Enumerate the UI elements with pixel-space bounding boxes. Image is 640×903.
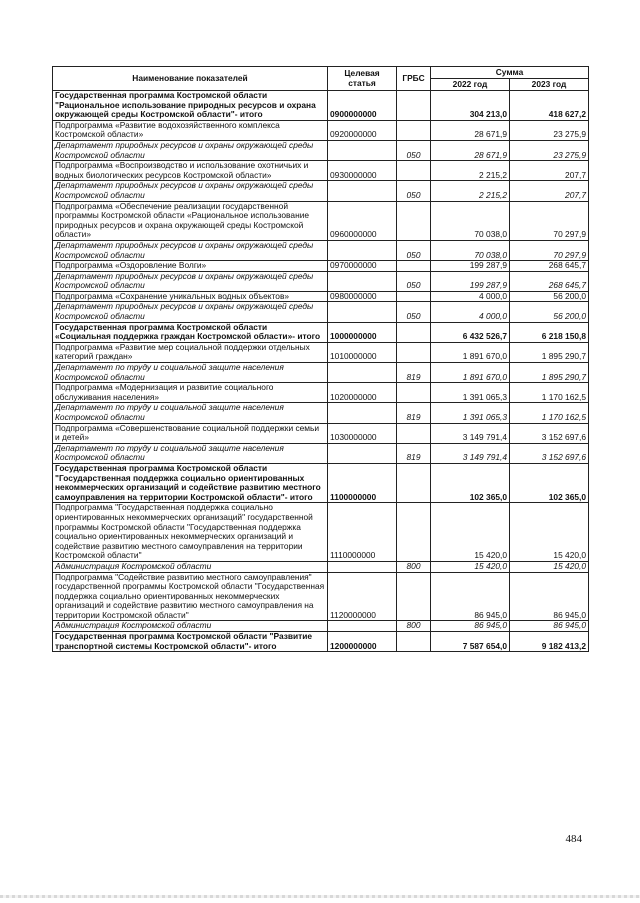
table-row — [53, 363, 589, 383]
row-grbs: 050 — [397, 240, 431, 260]
table-row — [53, 342, 589, 362]
header-year-2023: 2023 год — [510, 79, 589, 91]
row-name: Государственная программа Костромской области "Рациональное использование природных ресурсов и охрана окружающей среды Костромской области"- итого — [53, 91, 328, 121]
row-grbs — [397, 632, 431, 652]
row-grbs — [397, 161, 431, 181]
row-sum-2023: 15 420,0 — [510, 561, 589, 572]
row-sum-2023: 268 645,7 — [510, 261, 589, 272]
row-grbs: 800 — [397, 561, 431, 572]
row-grbs: 819 — [397, 363, 431, 383]
row-target-article — [328, 621, 397, 632]
row-sum-2023: 207,7 — [510, 181, 589, 201]
row-name: Подпрограмма «Обеспечение реализации государственной программы Костромской области «Рациональное использование природных ресурсов и охрана окружающей среды Костромской области» — [53, 201, 328, 240]
row-grbs: 819 — [397, 443, 431, 463]
row-grbs: 050 — [397, 302, 431, 322]
row-grbs: 800 — [397, 621, 431, 632]
row-target-article: 0980000000 — [328, 291, 397, 302]
row-target-article: 1100000000 — [328, 463, 397, 502]
row-target-article — [328, 271, 397, 291]
row-sum-2023: 3 152 697,6 — [510, 443, 589, 463]
scan-edge — [0, 895, 640, 898]
table-row — [53, 291, 589, 302]
row-sum-2023: 3 152 697,6 — [510, 423, 589, 443]
row-name: Государственная программа Костромской области "Развитие транспортной системы Костромской области"- итого — [53, 632, 328, 652]
row-grbs — [397, 261, 431, 272]
table-row — [53, 423, 589, 443]
row-sum-2022: 199 287,9 — [431, 261, 510, 272]
row-name: Департамент по труду и социальной защите населения Костромской области — [53, 363, 328, 383]
row-target-article: 1030000000 — [328, 423, 397, 443]
row-grbs — [397, 342, 431, 362]
row-sum-2023: 102 365,0 — [510, 463, 589, 502]
row-grbs — [397, 572, 431, 621]
row-target-article: 1020000000 — [328, 383, 397, 403]
row-target-article: 1120000000 — [328, 572, 397, 621]
row-target-article — [328, 443, 397, 463]
row-sum-2022: 15 420,0 — [431, 503, 510, 562]
table-row — [53, 621, 589, 632]
row-target-article — [328, 363, 397, 383]
row-target-article: 1110000000 — [328, 503, 397, 562]
row-sum-2023: 70 297,9 — [510, 240, 589, 260]
row-target-article: 0970000000 — [328, 261, 397, 272]
table-row — [53, 161, 589, 181]
row-sum-2023: 9 182 413,2 — [510, 632, 589, 652]
row-sum-2023: 6 218 150,8 — [510, 322, 589, 342]
row-sum-2023: 23 275,9 — [510, 140, 589, 160]
row-sum-2022: 2 215,2 — [431, 181, 510, 201]
row-target-article — [328, 561, 397, 572]
row-sum-2022: 6 432 526,7 — [431, 322, 510, 342]
table-row — [53, 322, 589, 342]
row-target-article: 0920000000 — [328, 120, 397, 140]
row-name: Департамент природных ресурсов и охраны окружающей среды Костромской области — [53, 181, 328, 201]
table-row — [53, 91, 589, 121]
row-grbs — [397, 120, 431, 140]
header-sum: Сумма — [431, 67, 589, 79]
row-grbs — [397, 291, 431, 302]
row-sum-2022: 102 365,0 — [431, 463, 510, 502]
row-target-article: 0960000000 — [328, 201, 397, 240]
row-target-article: 1010000000 — [328, 342, 397, 362]
table-row — [53, 120, 589, 140]
row-sum-2022: 70 038,0 — [431, 201, 510, 240]
table-row — [53, 463, 589, 502]
row-name: Департамент природных ресурсов и охраны окружающей среды Костромской области — [53, 140, 328, 160]
row-target-article: 0900000000 — [328, 91, 397, 121]
row-grbs — [397, 322, 431, 342]
row-name: Администрация Костромской области — [53, 561, 328, 572]
header-target-article: Целевая статья — [328, 67, 397, 91]
table-row — [53, 503, 589, 562]
header-year-2022: 2022 год — [431, 79, 510, 91]
row-name: Департамент природных ресурсов и охраны окружающей среды Костромской области — [53, 271, 328, 291]
table-row — [53, 271, 589, 291]
table-row — [53, 302, 589, 322]
row-name: Подпрограмма "Содействие развитию местного самоуправления" государственной программы Костромской области "Государственная поддержка социально ориентированных некоммерческих организаций и содействие развитию местного самоуправления на территории Костромской области" — [53, 572, 328, 621]
row-name: Администрация Костромской области — [53, 621, 328, 632]
row-name: Подпрограмма «Воспроизводство и использование охотничьих и водных биологических ресурсов Костромской области» — [53, 161, 328, 181]
row-sum-2022: 1 391 065,3 — [431, 383, 510, 403]
row-sum-2022: 1 391 065,3 — [431, 403, 510, 423]
table-row — [53, 181, 589, 201]
row-sum-2023: 86 945,0 — [510, 621, 589, 632]
row-sum-2022: 199 287,9 — [431, 271, 510, 291]
row-sum-2022: 3 149 791,4 — [431, 443, 510, 463]
row-sum-2023: 15 420,0 — [510, 503, 589, 562]
row-sum-2022: 15 420,0 — [431, 561, 510, 572]
row-target-article — [328, 140, 397, 160]
header-name: Наименование показателей — [53, 67, 328, 91]
table-row — [53, 240, 589, 260]
table-row — [53, 561, 589, 572]
row-sum-2023: 207,7 — [510, 161, 589, 181]
row-sum-2023: 70 297,9 — [510, 201, 589, 240]
table-row — [53, 572, 589, 621]
row-sum-2022: 4 000,0 — [431, 302, 510, 322]
row-sum-2023: 418 627,2 — [510, 91, 589, 121]
row-sum-2022: 2 215,2 — [431, 161, 510, 181]
row-sum-2023: 1 895 290,7 — [510, 363, 589, 383]
row-grbs — [397, 463, 431, 502]
row-name: Государственная программа Костромской области «Социальная поддержка граждан Костромской области»- итого — [53, 322, 328, 342]
row-grbs — [397, 423, 431, 443]
header-grbs: ГРБС — [397, 67, 431, 91]
row-name: Департамент по труду и социальной защите населения Костромской области — [53, 403, 328, 423]
row-sum-2022: 28 671,9 — [431, 120, 510, 140]
row-sum-2023: 268 645,7 — [510, 271, 589, 291]
row-sum-2022: 28 671,9 — [431, 140, 510, 160]
row-grbs: 050 — [397, 181, 431, 201]
row-sum-2023: 1 170 162,5 — [510, 403, 589, 423]
row-grbs — [397, 201, 431, 240]
row-name: Подпрограмма «Оздоровление Волги» — [53, 261, 328, 272]
table-body — [53, 91, 589, 652]
row-target-article — [328, 181, 397, 201]
row-grbs: 050 — [397, 271, 431, 291]
row-target-article — [328, 240, 397, 260]
row-sum-2023: 56 200,0 — [510, 302, 589, 322]
row-name: Департамент природных ресурсов и охраны окружающей среды Костромской области — [53, 302, 328, 322]
row-sum-2022: 4 000,0 — [431, 291, 510, 302]
row-grbs: 050 — [397, 140, 431, 160]
row-grbs: 819 — [397, 403, 431, 423]
row-sum-2023: 1 170 162,5 — [510, 383, 589, 403]
row-name: Подпрограмма «Развитие водохозяйственного комплекса Костромской области» — [53, 120, 328, 140]
table-row — [53, 201, 589, 240]
table-row — [53, 443, 589, 463]
row-sum-2023: 23 275,9 — [510, 120, 589, 140]
row-grbs — [397, 503, 431, 562]
row-target-article: 1200000000 — [328, 632, 397, 652]
table-row — [53, 383, 589, 403]
row-sum-2023: 56 200,0 — [510, 291, 589, 302]
row-name: Департамент по труду и социальной защите населения Костромской области — [53, 443, 328, 463]
row-sum-2023: 1 895 290,7 — [510, 342, 589, 362]
row-grbs — [397, 91, 431, 121]
row-name: Подпрограмма «Совершенствование социальной поддержки семьи и детей» — [53, 423, 328, 443]
row-name: Подпрограмма «Модернизация и развитие социального обслуживания населения» — [53, 383, 328, 403]
row-sum-2022: 1 891 670,0 — [431, 342, 510, 362]
row-sum-2022: 3 149 791,4 — [431, 423, 510, 443]
row-name: Подпрограмма «Развитие мер социальной поддержки отдельных категорий граждан» — [53, 342, 328, 362]
page-number: 484 — [565, 833, 582, 845]
row-sum-2022: 304 213,0 — [431, 91, 510, 121]
row-target-article: 1000000000 — [328, 322, 397, 342]
table-row — [53, 403, 589, 423]
row-sum-2022: 86 945,0 — [431, 621, 510, 632]
table-row — [53, 261, 589, 272]
budget-table — [52, 66, 589, 652]
table-row — [53, 140, 589, 160]
row-sum-2023: 86 945,0 — [510, 572, 589, 621]
row-sum-2022: 70 038,0 — [431, 240, 510, 260]
row-name: Подпрограмма "Государственная поддержка социально ориентированных некоммерческих организаций" государственной программы Костромской области "Государственная поддержка социально ориентированных некоммерческих организаций и содействие развитию местного самоуправления на территории Костромской области" — [53, 503, 328, 562]
row-target-article — [328, 403, 397, 423]
row-name: Департамент природных ресурсов и охраны окружающей среды Костромской области — [53, 240, 328, 260]
row-target-article: 0930000000 — [328, 161, 397, 181]
row-sum-2022: 7 587 654,0 — [431, 632, 510, 652]
row-sum-2022: 1 891 670,0 — [431, 363, 510, 383]
row-target-article — [328, 302, 397, 322]
row-grbs — [397, 383, 431, 403]
row-sum-2022: 86 945,0 — [431, 572, 510, 621]
row-name: Государственная программа Костромской области "Государственная поддержка социально ориентированных некоммерческих организаций и содействие развитию местного самоуправления на территории Костромской области"- итого — [53, 463, 328, 502]
row-name: Подпрограмма «Сохранение уникальных водных объектов» — [53, 291, 328, 302]
table-row — [53, 632, 589, 652]
